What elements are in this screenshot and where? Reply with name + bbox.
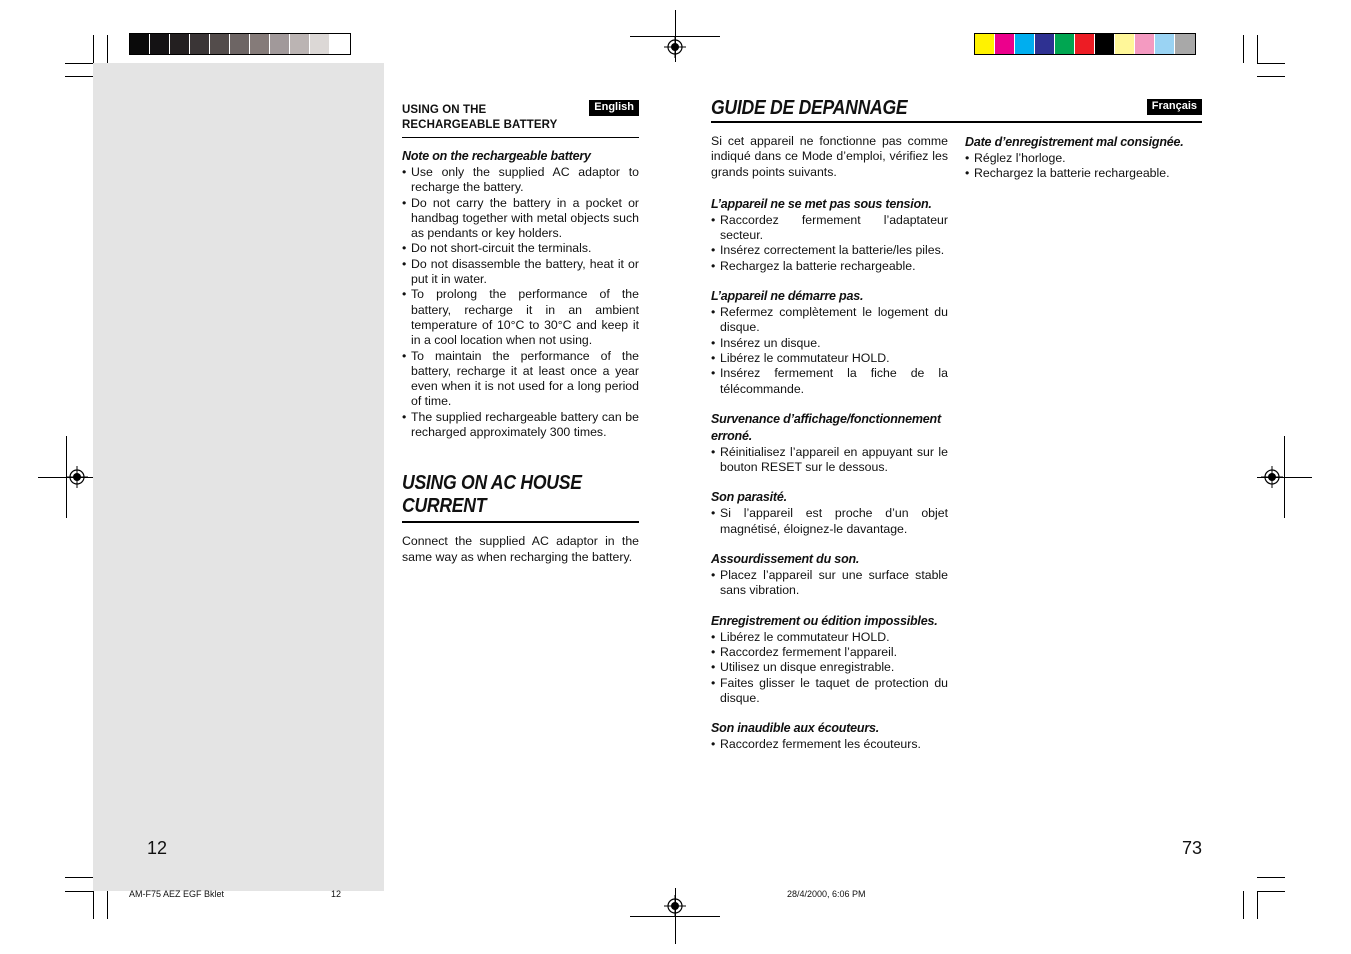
list-item: • Do not disassemble the battery, heat it or put it in water. [402, 257, 639, 288]
troubleshooting-heading: Son inaudible aux écouteurs. [711, 721, 880, 736]
color-swatch [995, 34, 1015, 54]
list-item: • Si l’appareil est proche d’un objet magnétisé, éloignez-le davantage. [711, 506, 948, 537]
process-color-bar [974, 33, 1196, 55]
color-swatch [1035, 34, 1055, 54]
remedy-list [711, 630, 948, 706]
color-swatch [290, 34, 310, 54]
troubleshooting-section [711, 551, 948, 599]
list-item: • Faites glisser le taquet de protection du disque. [711, 676, 948, 707]
registration-mark-icon [1261, 466, 1283, 488]
troubleshooting-heading: Date d’enregistrement mal consignée. [965, 135, 1184, 149]
french-section-header [711, 96, 1202, 123]
crop-mark [107, 35, 108, 63]
troubleshooting-heading: L’appareil ne démarre pas. [711, 289, 864, 304]
ac-title-line1: USING ON AC HOUSE [402, 472, 582, 495]
color-swatch [1115, 34, 1135, 54]
crop-mark [1243, 35, 1244, 63]
page-title: GUIDE DE DEPANNAGE [711, 97, 908, 119]
page-number-left: 12 [147, 838, 168, 858]
crop-mark [93, 891, 94, 919]
color-swatch [270, 34, 290, 54]
list-item: • Use only the supplied AC adaptor to recharge the battery. [402, 165, 639, 196]
crop-mark [107, 891, 108, 919]
troubleshooting-section [711, 613, 948, 706]
list-item: • Placez l’appareil sur une surface stable sans vibration. [711, 568, 948, 599]
troubleshooting-section [711, 288, 948, 397]
crop-mark [1284, 436, 1285, 518]
language-badge: Français [1147, 99, 1202, 115]
list-item: • Raccordez fermement l’appareil. [711, 645, 948, 660]
language-badge: English [589, 100, 639, 116]
crop-mark [65, 63, 93, 64]
crop-mark [65, 877, 93, 878]
footer-date: 28/4/2000, 6:06 PM [787, 889, 866, 899]
troubleshooting-section [965, 134, 1202, 182]
intro-text: Si cet appareil ne fonctionne pas comme indiqué dans ce Mode d’emploi, vérifiez les grands points suivants. [711, 134, 948, 179]
troubleshooting-heading: Assourdissement du son. [711, 552, 860, 567]
color-swatch [1155, 34, 1175, 54]
crop-mark [1257, 35, 1258, 63]
list-item: • Raccordez fermement l’adaptateur secteur. [711, 213, 948, 244]
color-swatch [310, 34, 330, 54]
list-item: • Insérez correctement la batterie/les piles. [711, 243, 948, 258]
troubleshooting-heading: Enregistrement ou édition impossibles. [711, 613, 938, 628]
list-item: • Rechargez la batterie rechargeable. [711, 259, 948, 274]
crop-mark [65, 891, 93, 892]
color-swatch [1055, 34, 1075, 54]
color-swatch [150, 34, 170, 54]
color-swatch [1095, 34, 1115, 54]
color-swatch [330, 34, 350, 54]
list-item: • The supplied rechargeable battery can be recharged approximately 300 times. [402, 410, 639, 441]
color-swatch [250, 34, 270, 54]
remedy-list [711, 506, 948, 537]
left-page-panel [93, 63, 384, 891]
english-column [402, 100, 639, 565]
ac-section-header [402, 472, 639, 523]
list-item: • To prolong the performance of the battery, recharge it in an ambient temperature of 10°C to 30°C and keep it in a cool location when not using. [402, 287, 639, 348]
ac-body-text: Connect the supplied AC adaptor in the same way as when recharging the battery. [402, 534, 639, 564]
registration-mark-icon [664, 36, 686, 58]
grayscale-color-bar [129, 33, 351, 55]
battery-section-header [402, 100, 639, 138]
troubleshooting-section [711, 196, 948, 274]
list-item: • Libérez le commutateur HOLD. [711, 630, 948, 645]
registration-mark-icon [664, 895, 686, 917]
list-item: • Libérez le commutateur HOLD. [711, 351, 948, 366]
footer-page: 12 [331, 889, 342, 899]
remedy-list [711, 737, 948, 752]
crop-mark [1257, 891, 1258, 919]
list-item: • Rechargez la batterie rechargeable. [965, 166, 1202, 181]
troubleshooting-heading: Survenance d’affichage/fonctionnement erroné. [711, 411, 941, 443]
battery-notes-list [402, 165, 639, 440]
registration-mark-icon [66, 466, 88, 488]
crop-mark [1257, 877, 1285, 878]
troubleshooting-section [711, 720, 948, 752]
list-item: • Do not short-circuit the terminals. [402, 241, 639, 256]
remedy-list [711, 213, 948, 274]
remedy-list [711, 445, 948, 476]
list-item: • Réglez l’horloge. [965, 151, 1202, 166]
list-item: • Réinitialisez l’appareil en appuyant sur le bouton RESET sur le dessous. [711, 445, 948, 476]
color-swatch [975, 34, 995, 54]
remedy-list [711, 568, 948, 599]
remedy-list [711, 305, 948, 397]
page-number-right: 73 [1182, 838, 1203, 858]
color-swatch [1175, 34, 1195, 54]
color-swatch [1015, 34, 1035, 54]
troubleshooting-heading: Son parasité. [711, 490, 787, 505]
list-item: • Do not carry the battery in a pocket or handbag together with metal objects such as pendants or key holders. [402, 196, 639, 242]
section-title: USING ON THE RECHARGEABLE BATTERY [402, 104, 558, 131]
crop-mark [65, 76, 93, 77]
list-item: • Refermez complètement le logement du disque. [711, 305, 948, 336]
crop-mark [1243, 891, 1244, 919]
list-item: • To maintain the performance of the battery, recharge it at least once a year even when it is not used for a long period of time. [402, 349, 639, 410]
crop-mark [93, 35, 94, 63]
crop-mark [1257, 76, 1285, 77]
list-item: • Insérez fermement la fiche de la télécommande. [711, 366, 948, 397]
crop-mark [1257, 891, 1285, 892]
troubleshooting-section [711, 411, 948, 476]
remedy-list [965, 151, 1202, 182]
troubleshooting-section [711, 489, 948, 537]
footer-filename: AM-F75 AEZ EGF Bklet [129, 889, 225, 899]
list-item: • Insérez un disque. [711, 336, 948, 351]
note-heading: Note on the rechargeable battery [402, 149, 591, 163]
color-swatch [130, 34, 150, 54]
color-swatch [1135, 34, 1155, 54]
ac-title-line2: CURRENT [402, 495, 487, 518]
color-swatch [230, 34, 250, 54]
list-item: • Utilisez un disque enregistrable. [711, 660, 948, 675]
color-swatch [1075, 34, 1095, 54]
french-column-2 [965, 134, 1202, 196]
color-swatch [170, 34, 190, 54]
crop-mark [1257, 63, 1285, 64]
troubleshooting-heading: L’appareil ne se met pas sous tension. [711, 196, 932, 211]
color-swatch [190, 34, 210, 54]
list-item: • Raccordez fermement les écouteurs. [711, 737, 948, 752]
color-swatch [210, 34, 230, 54]
french-column-1 [711, 134, 948, 766]
